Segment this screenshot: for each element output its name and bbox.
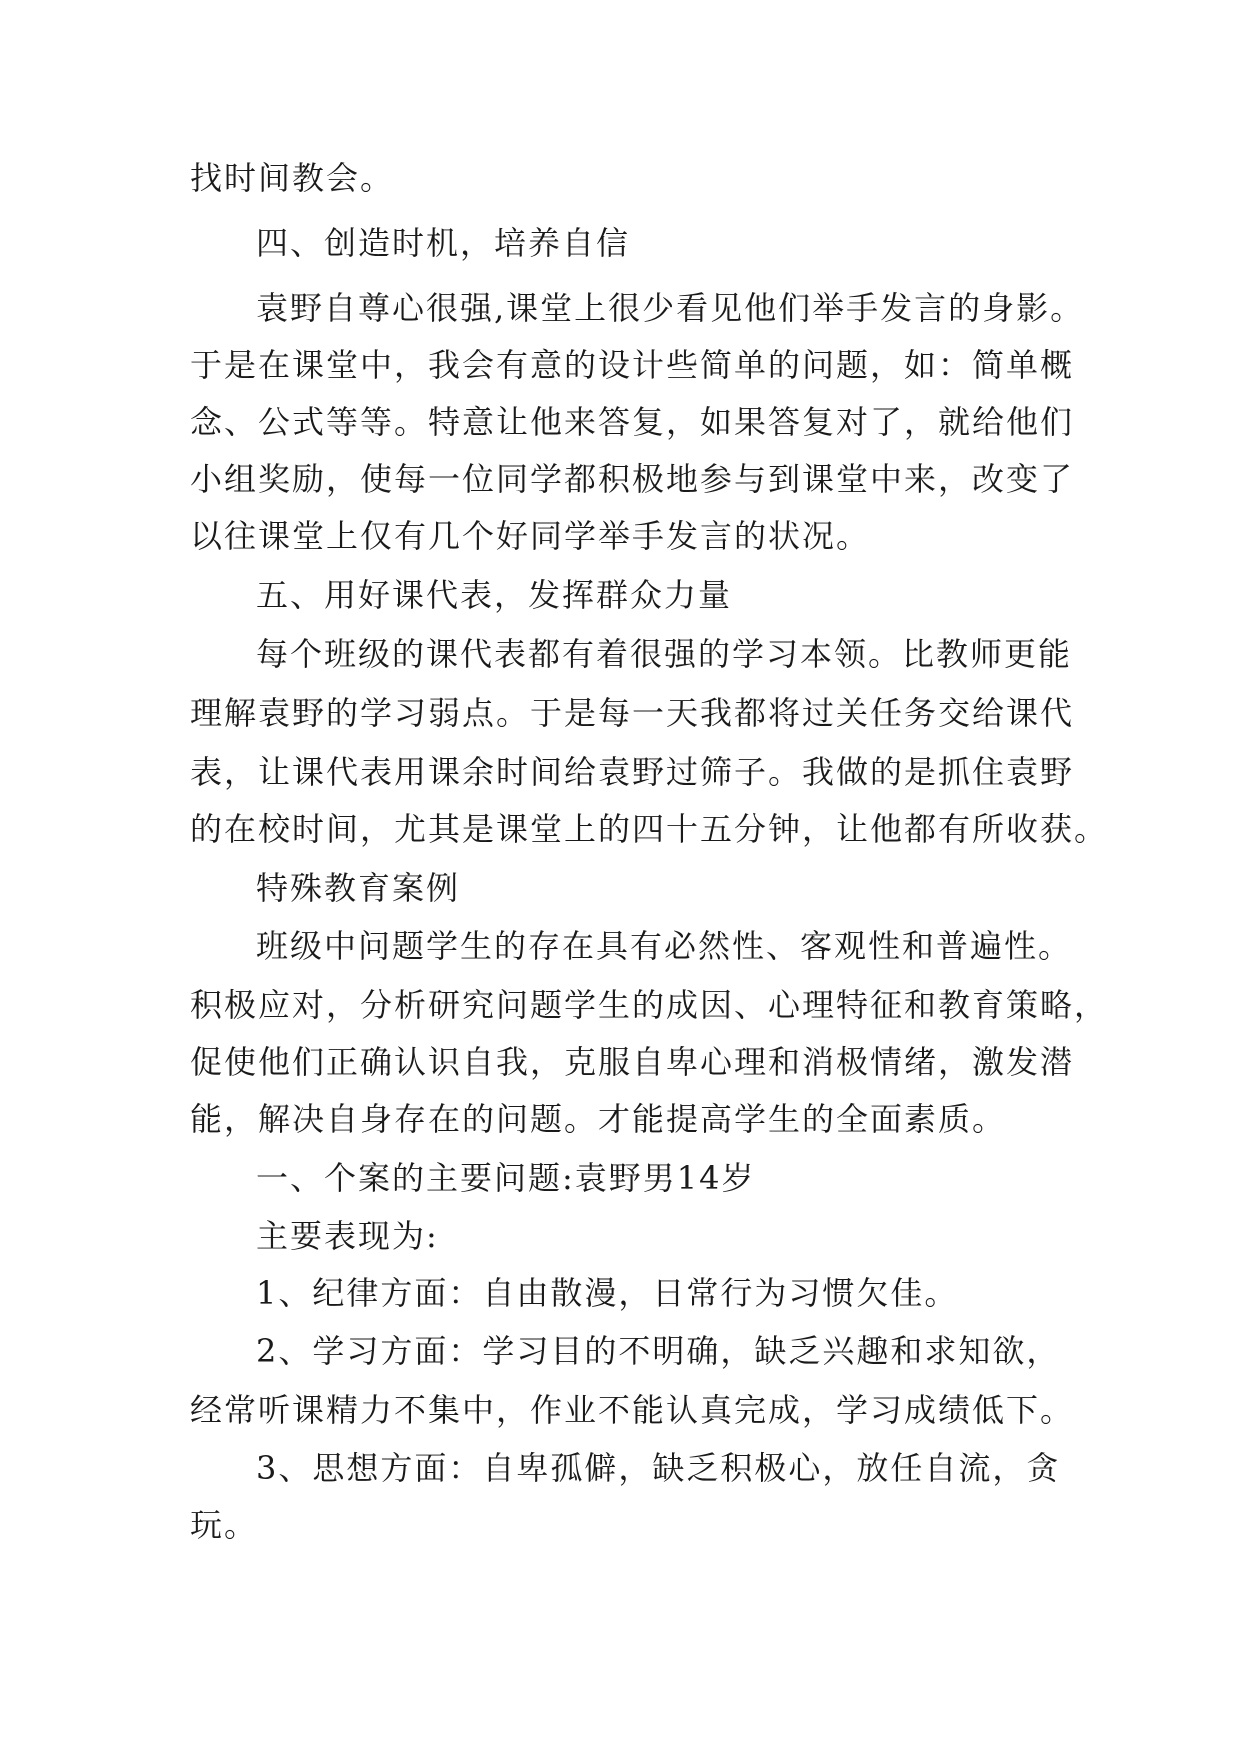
- paragraph-line: 念、公式等等。特意让他来答复，如果答复对了，就给他们: [190, 403, 1075, 441]
- paragraph-line: 的在校时间，尤其是课堂上的四十五分钟，让他都有所收获。: [190, 810, 1109, 848]
- section-heading: 五、用好课代表，发挥群众力量: [256, 576, 733, 614]
- paragraph-line: 袁野自尊心很强,课堂上很少看见他们举手发言的身影。: [256, 289, 1085, 327]
- paragraph-line: 每个班级的课代表都有着很强的学习本领。比教师更能: [256, 635, 1073, 673]
- section-heading: 一、个案的主要问题:袁野男14岁: [256, 1159, 756, 1197]
- paragraph-line: 主要表现为:: [256, 1217, 439, 1255]
- list-item: 3、思想方面：自卑孤僻，缺乏积极心，放任自流，贪: [256, 1449, 1061, 1487]
- paragraph-line: 表，让课代表用课余时间给袁野过筛子。我做的是抓住袁野: [190, 753, 1075, 791]
- list-item: 2、学习方面：学习目的不明确，缺乏兴趣和求知欲，: [256, 1332, 1061, 1370]
- list-item: 1、纪律方面：自由散漫，日常行为习惯欠佳。: [256, 1274, 959, 1312]
- paragraph-line: 以往课堂上仅有几个好同学举手发言的状况。: [190, 517, 871, 555]
- section-heading: 特殊教育案例: [256, 869, 461, 907]
- paragraph-line: 能，解决自身存在的问题。才能提高学生的全面素质。: [190, 1100, 1007, 1138]
- paragraph-line: 小组奖励，使每一位同学都积极地参与到课堂中来，改变了: [190, 460, 1075, 498]
- paragraph-line: 经常听课精力不集中，作业不能认真完成，学习成绩低下。: [190, 1391, 1075, 1429]
- section-heading: 四、创造时机，培养自信: [256, 224, 631, 262]
- paragraph-line: 积极应对，分析研究问题学生的成因、心理特征和教育策略，: [190, 986, 1109, 1024]
- paragraph-line: 找时间教会。: [190, 159, 395, 197]
- paragraph-line: 班级中问题学生的存在具有必然性、客观性和普遍性。: [256, 927, 1073, 965]
- paragraph-line: 玩。: [190, 1506, 259, 1544]
- paragraph-line: 理解袁野的学习弱点。于是每一天我都将过关任务交给课代: [190, 694, 1075, 732]
- paragraph-line: 促使他们正确认识自我，克服自卑心理和消极情绪，激发潜: [190, 1043, 1075, 1081]
- paragraph-line: 于是在课堂中，我会有意的设计些简单的问题，如：简单概: [190, 346, 1075, 384]
